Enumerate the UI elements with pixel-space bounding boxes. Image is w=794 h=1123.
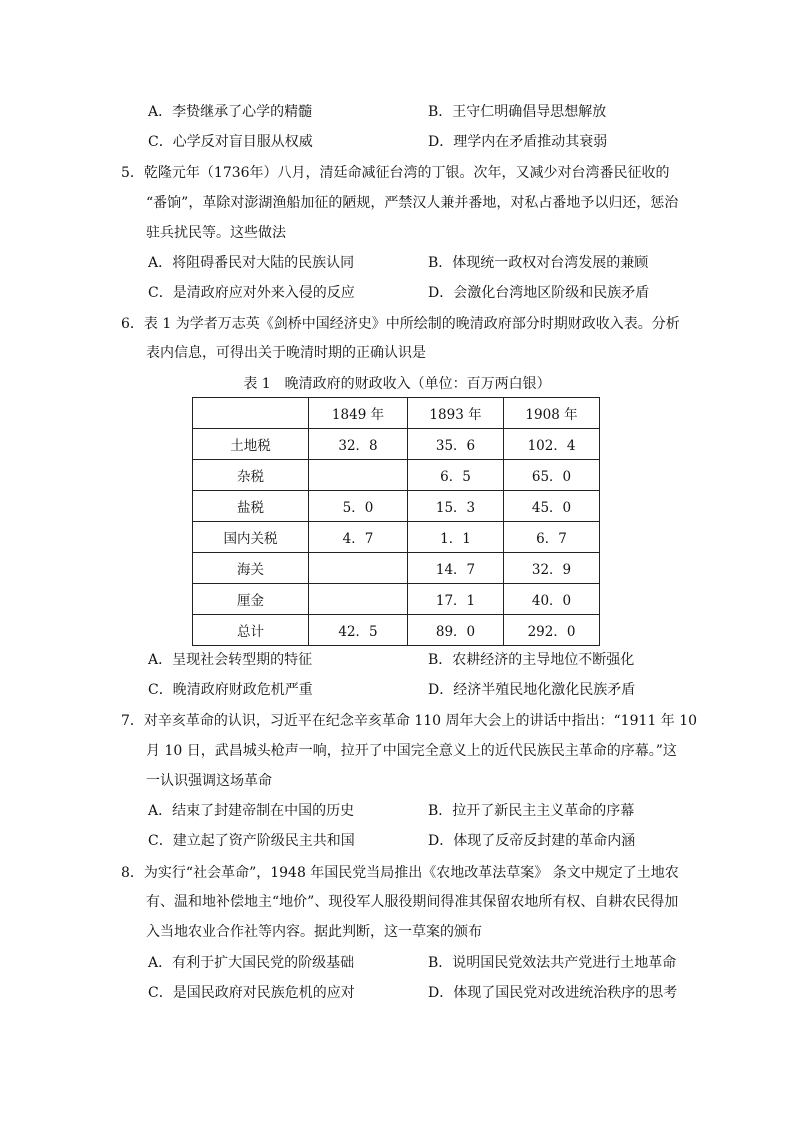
- table-cell: 6．5: [408, 460, 504, 491]
- table-cell: 6．7: [504, 522, 600, 553]
- table-row: [193, 522, 600, 553]
- table-cell: 厘金: [193, 584, 309, 615]
- q8-option-d: D．体现了国民党对改进统治秩序的思考: [428, 985, 678, 1001]
- table-cell: 292．0: [504, 615, 600, 646]
- q6-stem-line2: 表内信息，可得出关于晚清时期的正确认识是: [146, 345, 426, 361]
- q4-option-d: D．理学内在矛盾推动其衰弱: [428, 134, 608, 150]
- table-row: [193, 584, 600, 615]
- q5-option-b: B．体现统一政权对台湾发展的兼顾: [428, 255, 649, 271]
- table-row: [193, 491, 600, 522]
- q4-option-b: B．王守仁明确倡导思想解放: [428, 104, 607, 120]
- table-cell: 32．9: [504, 553, 600, 584]
- q5-stem-line1: 5．乾隆元年（1736年）八月，清廷命减征台湾的丁银。次年，又减少对台湾番民征收的: [121, 165, 670, 181]
- q7-stem-line1: 7．对辛亥革命的认识，习近平在纪念辛亥革命 110 周年大会上的讲话中指出：“1911 年 10: [121, 713, 698, 729]
- table-cell: 土地税: [193, 429, 309, 460]
- table-cell: 14．7: [408, 553, 504, 584]
- table-cell: 32．8: [309, 429, 408, 460]
- table-cell: 杂税: [193, 460, 309, 491]
- q4-option-c: C．心学反对盲目服从权威: [148, 134, 313, 150]
- q6-option-a: A．呈现社会转型期的特征: [148, 652, 313, 668]
- table-cell: [309, 460, 408, 491]
- table-cell: 65．0: [504, 460, 600, 491]
- table-cell: 盐税: [193, 491, 309, 522]
- q6-option-d: D．经济半殖民地化激化民族矛盾: [428, 682, 636, 698]
- q7-stem-line3: 一认识强调这场革命: [146, 773, 272, 789]
- table-cell: 35．6: [408, 429, 504, 460]
- table-row: [193, 429, 600, 460]
- table-cell: 4．7: [309, 522, 408, 553]
- table-cell: 总计: [193, 615, 309, 646]
- fiscal-revenue-table: [192, 397, 600, 646]
- q8-option-a: A．有利于扩大国民党的阶级基础: [148, 955, 355, 971]
- q7-option-a: A．结束了封建帝制在中国的历史: [148, 803, 355, 819]
- q7-option-b: B．拉开了新民主主义革命的序幕: [428, 803, 635, 819]
- table-cell: 89．0: [408, 615, 504, 646]
- table-cell: 45．0: [504, 491, 600, 522]
- table-caption: 表 1 晚清政府的财政收入（单位：百万两白银）: [243, 376, 551, 392]
- q7-option-c: C．建立起了资产阶级民主共和国: [148, 833, 355, 849]
- table-row: [193, 615, 600, 646]
- table-cell: 5．0: [309, 491, 408, 522]
- table-cell: 1．1: [408, 522, 504, 553]
- table-header-row: [193, 398, 600, 429]
- q4-option-a: A．李贽继承了心学的精髓: [148, 104, 313, 120]
- table-header-cell: [193, 398, 309, 429]
- q5-option-d: D．会激化台湾地区阶级和民族矛盾: [428, 285, 650, 301]
- q6-option-b: B．农耕经济的主导地位不断强化: [428, 652, 635, 668]
- table-row: [193, 553, 600, 584]
- table-header-cell: 1893 年: [408, 398, 504, 429]
- table-cell: 海关: [193, 553, 309, 584]
- table-header-cell: 1849 年: [309, 398, 408, 429]
- q8-option-c: C．是国民政府对民族危机的应对: [148, 985, 355, 1001]
- q6-stem-line1: 6．表 1 为学者万志英《剑桥中国经济史》中所绘制的晚清政府部分时期财政收入表。分析: [121, 316, 680, 332]
- table-cell: 40．0: [504, 584, 600, 615]
- table-row: [193, 460, 600, 491]
- q8-option-b: B．说明国民党效法共产党进行土地革命: [428, 955, 677, 971]
- table-cell: 17．1: [408, 584, 504, 615]
- table-header-cell: 1908 年: [504, 398, 600, 429]
- q8-stem-line2: 有、温和地补偿地主“地价”、现役军人服役期间得准其保留农地所有权、自耕农民得加: [146, 894, 679, 910]
- q5-stem-line3: 驻兵扰民等。这些做法: [146, 225, 286, 241]
- table-cell: 15．3: [408, 491, 504, 522]
- q5-option-c: C．是清政府应对外来入侵的反应: [148, 285, 355, 301]
- q5-stem-line2: “番饷”，革除对澎湖渔船加征的陋规，严禁汉人兼并番地，对私占番地予以归还，惩治: [146, 195, 679, 211]
- q5-option-a: A．将阻碍番民对大陆的民族认同: [148, 255, 355, 271]
- q6-option-c: C．晚清政府财政危机严重: [148, 682, 313, 698]
- table-cell: 42．5: [309, 615, 408, 646]
- q8-stem-line3: 入当地农业合作社等内容。据此判断，这一草案的颁布: [146, 924, 482, 940]
- q7-stem-line2: 月 10 日，武昌城头枪声一响，拉开了中国完全意义上的近代民族民主革命的序幕。”这: [146, 743, 677, 759]
- table-cell: [309, 553, 408, 584]
- table-cell: 102．4: [504, 429, 600, 460]
- q7-option-d: D．体现了反帝反封建的革命内涵: [428, 833, 636, 849]
- q8-stem-line1: 8．为实行“社会革命”，1948 年国民党当局推出《农地改革法草案》 条文中规定了土地农: [121, 865, 679, 881]
- table-cell: 国内关税: [193, 522, 309, 553]
- table-cell: [309, 584, 408, 615]
